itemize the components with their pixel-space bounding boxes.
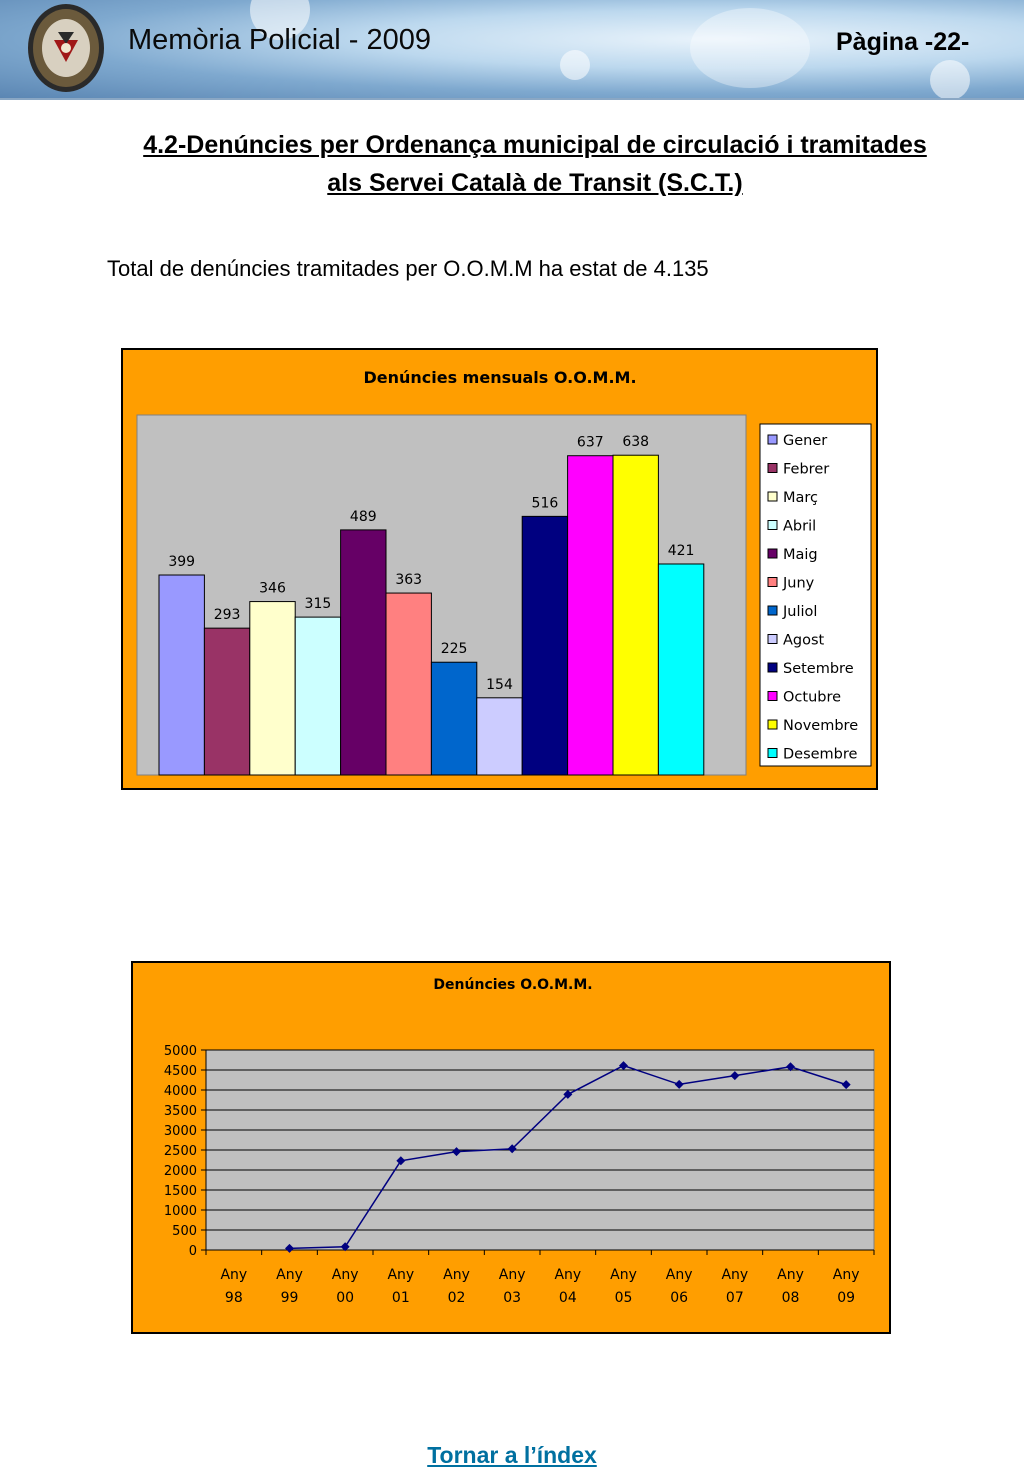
legend-label-desembre: Desembre	[783, 746, 858, 763]
x-tick-label-line1: Any	[777, 1267, 804, 1283]
monthly-bar-chart	[121, 348, 878, 790]
x-tick-label-line1: Any	[665, 1267, 693, 1283]
x-tick-label-line1: Any	[610, 1267, 637, 1283]
x-tick-label-line1: Any	[220, 1267, 248, 1283]
section-title-line1: 4.2-Denúncies per Ordenança municipal de circulació i tramitades	[143, 131, 927, 159]
legend-swatch-setembre	[768, 663, 777, 672]
decorative-bubble	[690, 8, 810, 88]
x-tick-label-line2: 07	[725, 1290, 744, 1306]
bar-desembre	[658, 564, 703, 775]
y-tick-label: 1500	[163, 1184, 197, 1199]
yearly-line-chart	[131, 961, 891, 1334]
page-header	[0, 0, 1024, 100]
legend-swatch-novembre	[768, 720, 777, 729]
bar-març	[250, 602, 295, 775]
y-tick-label: 500	[172, 1224, 197, 1239]
legend-label-gener: Gener	[783, 433, 828, 449]
y-tick-label: 4000	[163, 1084, 197, 1099]
legend-label-juliol: Juliol	[783, 604, 818, 620]
legend-swatch-desembre	[768, 749, 777, 758]
data-label-febrer: 293	[213, 607, 241, 624]
legend-swatch-gener	[768, 435, 777, 444]
bar-setembre	[522, 516, 567, 775]
legend-swatch-febrer	[768, 464, 777, 473]
legend-swatch-octubre	[768, 692, 777, 701]
legend-swatch-maig	[768, 549, 777, 558]
x-tick-label-line2: 01	[391, 1290, 410, 1306]
y-tick-label: 4500	[163, 1064, 197, 1079]
x-tick-label-line1: Any	[721, 1267, 749, 1283]
police-seal-logo	[26, 2, 106, 94]
section-title	[40, 126, 1024, 202]
x-tick-label-line1: Any	[554, 1267, 582, 1283]
data-label-març: 346	[259, 580, 286, 597]
header-title: Memòria Policial - 2009	[128, 24, 432, 56]
y-tick-label: 0	[188, 1244, 197, 1259]
y-tick-label: 2000	[163, 1164, 197, 1179]
legend-swatch-juliol	[768, 606, 777, 615]
bar-novembre	[613, 455, 658, 775]
chart-title: Denúncies mensuals O.O.M.M.	[363, 368, 637, 387]
data-label-octubre: 637	[576, 434, 604, 451]
data-label-abril: 315	[304, 596, 332, 613]
chart-title: Denúncies O.O.M.M.	[433, 977, 593, 993]
x-tick-label-line2: 00	[336, 1290, 355, 1306]
yearly-line-chart-svg	[133, 963, 889, 1332]
x-tick-label-line2: 06	[670, 1290, 689, 1306]
legend-label-febrer: Febrer	[783, 461, 830, 478]
back-to-index-link[interactable]: Tornar a l’índex	[427, 1442, 597, 1468]
y-tick-label: 5000	[163, 1044, 197, 1059]
decorative-bubble	[560, 50, 590, 80]
x-tick-label-line2: 04	[558, 1290, 577, 1306]
x-tick-label-line2: 99	[280, 1290, 299, 1306]
x-tick-label-line1: Any	[832, 1267, 860, 1283]
bar-maig	[341, 530, 386, 775]
x-tick-label-line2: 02	[447, 1290, 466, 1306]
x-tick-label-line1: Any	[276, 1267, 303, 1283]
data-label-novembre: 638	[622, 434, 650, 451]
bar-gener	[159, 575, 204, 775]
y-tick-label: 1000	[163, 1204, 197, 1219]
legend-label-octubre: Octubre	[783, 689, 842, 706]
bar-abril	[295, 617, 340, 775]
legend-label-setembre: Setembre	[783, 661, 854, 677]
data-label-agost: 154	[486, 676, 513, 693]
y-tick-label: 2500	[163, 1144, 197, 1159]
legend-label-agost: Agost	[783, 632, 825, 649]
legend-swatch-abril	[768, 521, 777, 530]
monthly-bar-chart-svg	[123, 350, 876, 788]
y-tick-label: 3500	[163, 1104, 197, 1119]
bar-juny	[386, 593, 431, 775]
data-label-maig: 489	[349, 508, 377, 525]
page-number: Pàgina -22-	[836, 28, 970, 56]
x-tick-label-line2: 05	[614, 1290, 633, 1306]
data-label-desembre: 421	[667, 542, 695, 559]
legend-swatch-juny	[768, 578, 777, 587]
legend-label-juny: Juny	[783, 575, 815, 592]
bar-agost	[477, 698, 522, 775]
legend-label-març: Març	[783, 490, 819, 506]
data-label-juliol: 225	[440, 641, 468, 658]
x-tick-label-line2: 09	[837, 1290, 856, 1306]
data-label-gener: 399	[168, 554, 196, 571]
bar-juliol	[431, 662, 476, 775]
x-tick-label-line2: 08	[781, 1290, 800, 1306]
x-tick-label-line2: 03	[503, 1290, 522, 1306]
legend-label-abril: Abril	[783, 518, 817, 535]
x-tick-label-line1: Any	[443, 1267, 470, 1283]
data-label-juny: 363	[395, 572, 423, 589]
summary-text: Total de denúncies tramitades per O.O.M.M ha estat de 4.135	[107, 256, 709, 281]
y-tick-label: 3000	[163, 1124, 197, 1139]
x-tick-label-line1: Any	[498, 1267, 526, 1283]
legend-label-novembre: Novembre	[783, 718, 859, 734]
section-title-line2: als Servei Català de Transit (S.C.T.)	[327, 169, 743, 197]
data-label-setembre: 516	[531, 495, 559, 512]
x-tick-label-line2: 98	[224, 1290, 243, 1306]
legend-swatch-març	[768, 492, 777, 501]
decorative-bubble	[930, 60, 970, 100]
bar-febrer	[204, 628, 249, 775]
bar-octubre	[568, 456, 613, 775]
legend-swatch-agost	[768, 635, 777, 644]
legend-label-maig: Maig	[783, 547, 818, 563]
x-tick-label-line1: Any	[387, 1267, 415, 1283]
x-tick-label-line1: Any	[331, 1267, 359, 1283]
